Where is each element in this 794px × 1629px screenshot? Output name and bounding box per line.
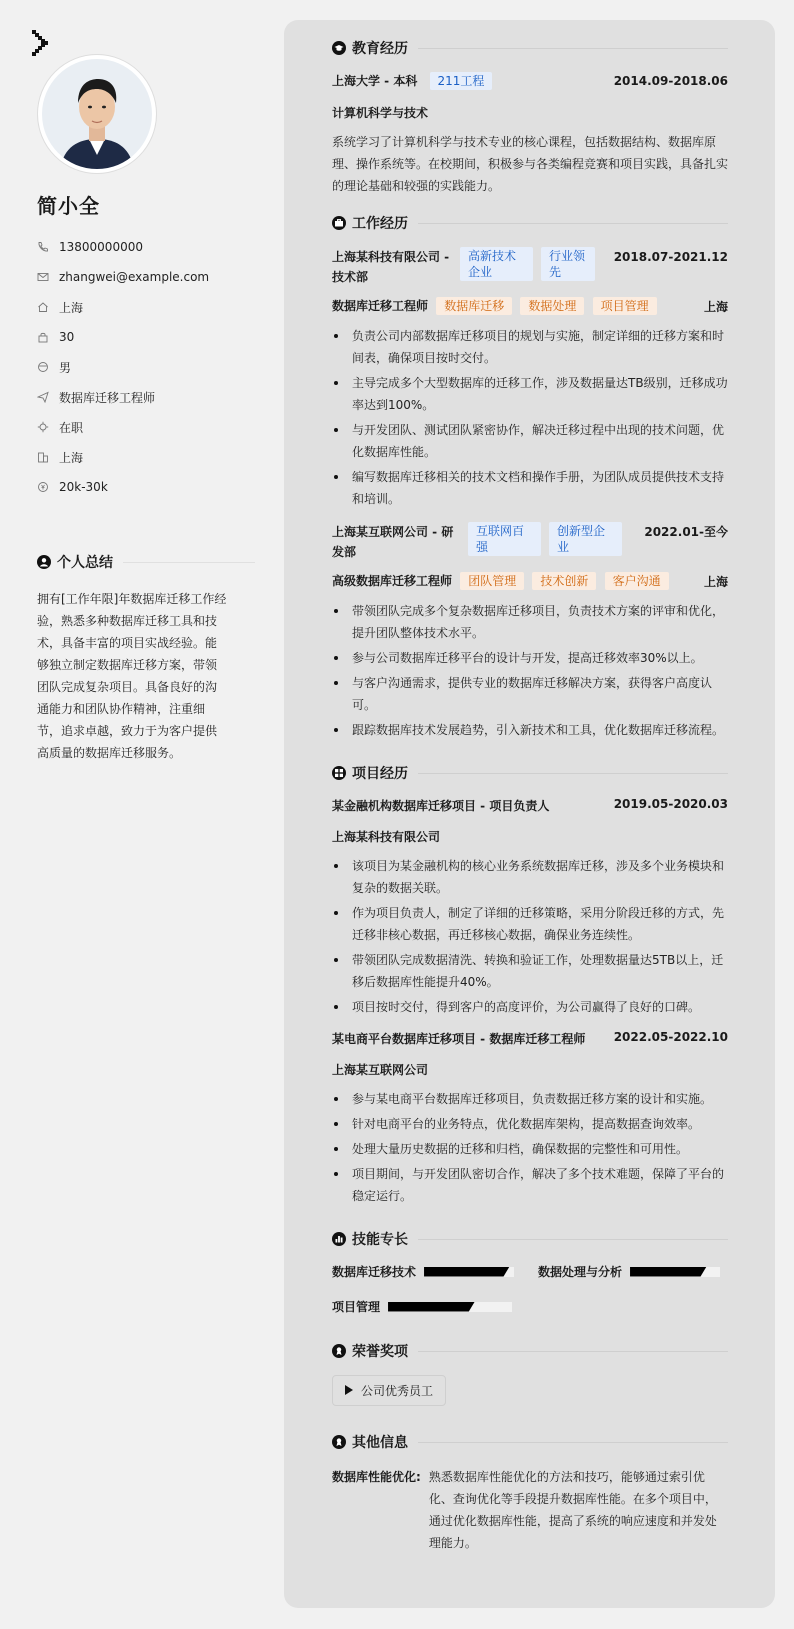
list-item: 负责公司内部数据库迁移项目的规划与实施，制定详细的迁移方案和时间表，确保项目按时交付。 [332, 325, 728, 369]
logo-chevron-icon [32, 30, 52, 56]
candidate-name: 简小全 [37, 194, 100, 218]
work-title: 工作经历 [352, 216, 408, 232]
home-icon [37, 301, 49, 313]
mail-icon [37, 271, 49, 283]
skill-bar-fill [388, 1302, 475, 1312]
awards-title: 荣誉奖项 [352, 1344, 408, 1360]
major: 计算机科学与技术 [332, 106, 429, 120]
project-item [332, 1030, 728, 1207]
work-city: 上海 [703, 574, 728, 589]
skill-bar-fill [424, 1267, 510, 1277]
skill-item [332, 1298, 512, 1315]
education-date: 2014.09-2018.06 [613, 74, 728, 88]
status-icon [37, 421, 49, 433]
project-name: 某电商平台数据库迁移项目 - 数据库迁移工程师 [332, 1032, 586, 1046]
project-item [332, 797, 728, 1018]
briefcase-icon [332, 216, 346, 230]
project-bullets [332, 855, 728, 1018]
info-gender [37, 352, 209, 382]
company-tag: 创新型企业 [549, 522, 622, 556]
skill-name: 数据处理与分析 [538, 1265, 623, 1279]
project-bullets [332, 1088, 728, 1207]
project-date: 2022.05-2022.10 [613, 1030, 728, 1044]
list-item: 带领团队完成数据清洗、转换和验证工作，处理数据量达5TB以上，迁移后数据库性能提升40%。 [332, 949, 728, 993]
work-role: 数据库迁移工程师 [332, 299, 429, 313]
work-role-row [332, 572, 728, 590]
skill-item [332, 1263, 514, 1280]
projects-title: 项目经历 [352, 766, 408, 782]
home-value: 上海 [59, 300, 84, 315]
info-email [37, 262, 209, 292]
list-item: 参与公司数据库迁移平台的设计与开发，提高迁移效率30%以上。 [332, 647, 728, 669]
summary-heading [37, 552, 255, 572]
work-heading [332, 213, 728, 233]
school-tag: 211工程 [430, 72, 493, 90]
company-tag: 行业领先 [541, 247, 595, 281]
work-bullets [332, 325, 728, 510]
list-item: 带领团队完成多个复杂数据库迁移项目，负责技术方案的评审和优化，提升团队整体技术水平。 [332, 600, 728, 644]
list-item: 项目期间，与开发团队密切合作，解决了多个技术难题，保障了平台的稳定运行。 [332, 1163, 728, 1207]
company-tag: 互联网百强 [468, 522, 541, 556]
other-title: 其他信息 [352, 1435, 408, 1451]
project-company: 上海某互联网公司 [332, 1063, 429, 1077]
avatar-portrait-icon [42, 59, 152, 169]
age-icon [37, 331, 49, 343]
work-item-header [332, 522, 728, 562]
skill-name: 数据库迁移技术 [332, 1265, 417, 1279]
project-company: 上海某科技有限公司 [332, 830, 441, 844]
status-value: 在职 [59, 420, 84, 435]
work-role: 高级数据库迁移工程师 [332, 574, 453, 588]
other-label: 数据库性能优化: [332, 1470, 421, 1484]
project-date: 2019.05-2020.03 [613, 797, 728, 811]
summary-text: 拥有[工作年限]年数据库迁移工作经验，熟悉多种数据库迁移工具和技术，具备丰富的项目实战经验。能够独立制定数据库迁移方案，带领团队完成复杂项目。具备良好的沟通能力和团队协作精神，注重细节，追求卓越，致力于为客户提供高质量的数据库迁移服务。 [37, 592, 227, 760]
work-bullets [332, 600, 728, 741]
work-date: 2022.01-至今 [644, 525, 728, 539]
gender-value: 男 [59, 360, 72, 375]
skill-bar [424, 1267, 514, 1277]
list-item: 与客户沟通需求，提供专业的数据库迁移解决方案，获得客户高度认可。 [332, 672, 728, 716]
bar-chart-icon [332, 1232, 346, 1246]
info-phone [37, 232, 209, 262]
list-item: 与开发团队、测试团队紧密协作，解决迁移过程中出现的技术问题，优化数据库性能。 [332, 419, 728, 463]
work-item [332, 247, 728, 510]
info-home [37, 292, 209, 322]
education-title: 教育经历 [352, 41, 408, 57]
list-item: 作为项目负责人，制定了详细的迁移策略，采用分阶段迁移的方式，先迁移非核心数据，再迁移核心数据，确保业务连续性。 [332, 902, 728, 946]
work-item-header [332, 247, 728, 287]
education-description: 系统学习了计算机科学与技术专业的核心课程，包括数据结构、数据库原理、操作系统等。在校期间，积极参与各类编程竞赛和项目实践，具备扎实的理论基础和较强的实践能力。 [332, 135, 729, 193]
contact-info-list [37, 232, 209, 502]
education-heading [332, 38, 728, 58]
award-icon [332, 1435, 346, 1449]
work-city: 上海 [703, 299, 728, 314]
company-tag: 高新技术企业 [460, 247, 533, 281]
send-icon [37, 391, 49, 403]
award-item [332, 1375, 446, 1406]
phone-value: 13800000000 [59, 240, 143, 254]
building-icon [37, 451, 49, 463]
role-tag: 团队管理 [460, 572, 524, 590]
skill-name: 项目管理 [332, 1300, 381, 1314]
skill-item [538, 1263, 720, 1280]
school-name: 上海大学 - 本科 [332, 74, 418, 88]
info-location [37, 442, 209, 472]
age-value: 30 [59, 330, 75, 344]
info-status [37, 412, 209, 442]
role-tag: 项目管理 [593, 297, 657, 315]
projects-heading [332, 763, 728, 783]
sidebar [0, 0, 270, 1629]
play-icon [345, 1384, 353, 1398]
list-item: 针对电商平台的业务特点，优化数据库架构，提高数据查询效率。 [332, 1113, 728, 1135]
info-position [37, 382, 209, 412]
info-salary [37, 472, 209, 502]
project-header [332, 797, 728, 814]
work-company: 上海某互联网公司 - 研发部 [332, 525, 454, 559]
project-name: 某金融机构数据库迁移项目 - 项目负责人 [332, 799, 550, 813]
summary-title-text: 个人总结 [57, 555, 113, 571]
project-header [332, 1030, 728, 1047]
role-tag: 数据库迁移 [436, 297, 512, 315]
position-value: 数据库迁移工程师 [59, 390, 156, 405]
work-role-row [332, 297, 728, 315]
salary-value: 20k-30k [59, 480, 108, 494]
graduation-cap-icon [332, 41, 346, 55]
role-tag: 数据处理 [520, 297, 584, 315]
other-heading [332, 1432, 728, 1452]
list-item: 编写数据库迁移相关的技术文档和操作手册，为团队成员提供技术支持和培训。 [332, 466, 728, 510]
skills-title: 技能专长 [352, 1232, 408, 1248]
list-item: 该项目为某金融机构的核心业务系统数据库迁移，涉及多个业务模块和复杂的数据关联。 [332, 855, 728, 899]
award-name: 公司优秀员工 [361, 1384, 434, 1398]
other-text: 熟悉数据库性能优化的方法和技巧，能够通过索引优化、查询优化等手段提升数据库性能。在多个项目中，通过优化数据库性能，提高了系统的响应速度和并发处理能力。 [428, 1470, 717, 1550]
main-panel [284, 20, 775, 1608]
skill-bar-fill [630, 1267, 707, 1277]
skill-bar [388, 1302, 512, 1312]
list-item: 主导完成多个大型数据库的迁移工作，涉及数据量达TB级别，迁移成功率达到100%。 [332, 372, 728, 416]
work-date: 2018.07-2021.12 [613, 250, 728, 264]
skills-heading [332, 1229, 728, 1249]
phone-icon [37, 241, 49, 253]
location-value: 上海 [59, 450, 84, 465]
user-circle-icon [37, 555, 51, 569]
other-item [332, 1466, 728, 1554]
info-age [37, 322, 209, 352]
role-tag: 客户沟通 [605, 572, 669, 590]
list-item: 项目按时交付，得到客户的高度评价，为公司赢得了良好的口碑。 [332, 996, 728, 1018]
education-header [332, 72, 728, 90]
work-company: 上海某科技有限公司 - 技术部 [332, 250, 450, 284]
gender-icon [37, 361, 49, 373]
award-icon [332, 1344, 346, 1358]
awards-heading [332, 1341, 728, 1361]
email-value: zhangwei@example.com [59, 270, 210, 284]
list-item: 处理大量历史数据的迁移和归档，确保数据的完整性和可用性。 [332, 1138, 728, 1160]
role-tag: 技术创新 [532, 572, 596, 590]
work-item [332, 522, 728, 741]
avatar [38, 55, 156, 173]
list-item: 跟踪数据库技术发展趋势，引入新技术和工具，优化数据库迁移流程。 [332, 719, 728, 741]
skills-list [332, 1263, 728, 1315]
skill-bar [630, 1267, 720, 1277]
grid-icon [332, 766, 346, 780]
salary-icon [37, 481, 49, 493]
list-item: 参与某电商平台数据库迁移项目，负责数据迁移方案的设计和实施。 [332, 1088, 728, 1110]
